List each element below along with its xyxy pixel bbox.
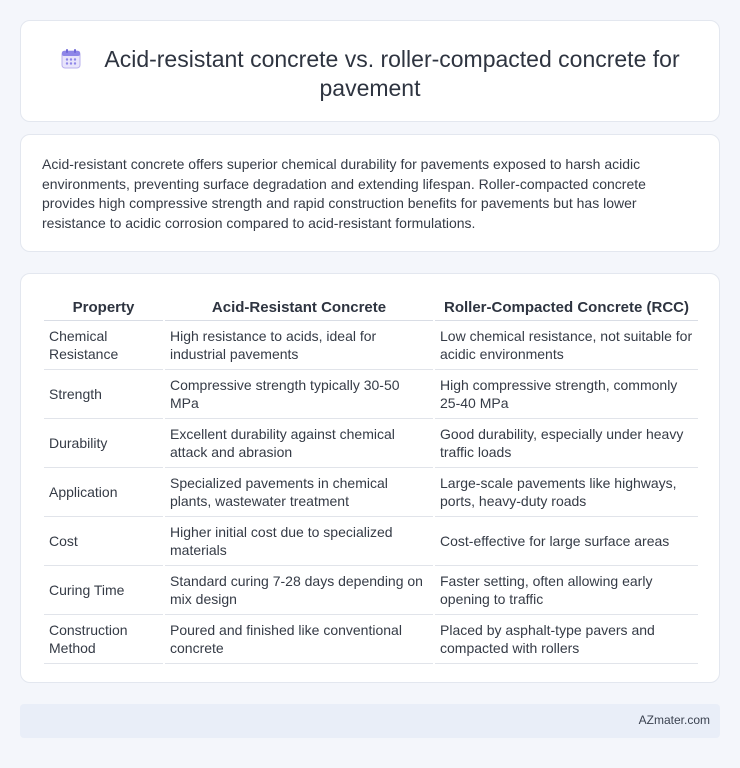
rcc-cell: Low chemical resistance, not suitable for acidic environments xyxy=(435,321,698,370)
calendar-icon xyxy=(60,48,82,70)
rcc-cell: Large-scale pavements like highways, ports, heavy-duty roads xyxy=(435,468,698,517)
property-cell: Durability xyxy=(44,419,163,468)
table-row xyxy=(44,517,698,566)
summary-text: Acid-resistant concrete offers superior chemical durability for pavements exposed to harsh acidic environments, preventing surface degradation and extending lifespan. Roller-compacted concrete provides high compressive strength and rapid construction benefits for pavements but has lower resistance to acidic corrosion compared to acid-resistant formulations. xyxy=(42,156,646,231)
footer-brand: AZmater.com xyxy=(638,713,710,727)
acid-resistant-cell: Excellent durability against chemical attack and abrasion xyxy=(165,419,433,468)
acid-resistant-cell: Poured and finished like conventional concrete xyxy=(165,615,433,664)
property-cell: Construction Method xyxy=(44,615,163,664)
summary-card xyxy=(20,134,720,252)
acid-resistant-cell: High resistance to acids, ideal for industrial pavements xyxy=(165,321,433,370)
rcc-cell: Faster setting, often allowing early opening to traffic xyxy=(435,566,698,615)
property-cell: Strength xyxy=(44,370,163,419)
page-title: Acid-resistant concrete vs. roller-compacted concrete for pavement xyxy=(104,46,680,101)
header-property: Property xyxy=(44,295,163,321)
title-card xyxy=(20,20,720,122)
rcc-cell: Cost-effective for large surface areas xyxy=(435,517,698,566)
acid-resistant-cell: Specialized pavements in chemical plants, wastewater treatment xyxy=(165,468,433,517)
table-row xyxy=(44,419,698,468)
acid-resistant-cell: Compressive strength typically 30-50 MPa xyxy=(165,370,433,419)
title-row xyxy=(41,45,699,103)
property-cell: Chemical Resistance xyxy=(44,321,163,370)
rcc-cell: Placed by asphalt-type pavers and compacted with rollers xyxy=(435,615,698,664)
rcc-cell: Good durability, especially under heavy traffic loads xyxy=(435,419,698,468)
table-row xyxy=(44,370,698,419)
comparison-table xyxy=(42,295,700,664)
property-cell: Application xyxy=(44,468,163,517)
table-row xyxy=(44,321,698,370)
footer-bar xyxy=(20,704,720,738)
table-row xyxy=(44,615,698,664)
rcc-cell: High compressive strength, commonly 25-40 MPa xyxy=(435,370,698,419)
table-row xyxy=(44,468,698,517)
comparison-card xyxy=(20,273,720,683)
table-header-row xyxy=(44,295,698,321)
table-row xyxy=(44,566,698,615)
acid-resistant-cell: Higher initial cost due to specialized materials xyxy=(165,517,433,566)
property-cell: Cost xyxy=(44,517,163,566)
header-rcc: Roller-Compacted Concrete (RCC) xyxy=(435,295,698,321)
header-acid-resistant: Acid-Resistant Concrete xyxy=(165,295,433,321)
property-cell: Curing Time xyxy=(44,566,163,615)
acid-resistant-cell: Standard curing 7-28 days depending on mix design xyxy=(165,566,433,615)
